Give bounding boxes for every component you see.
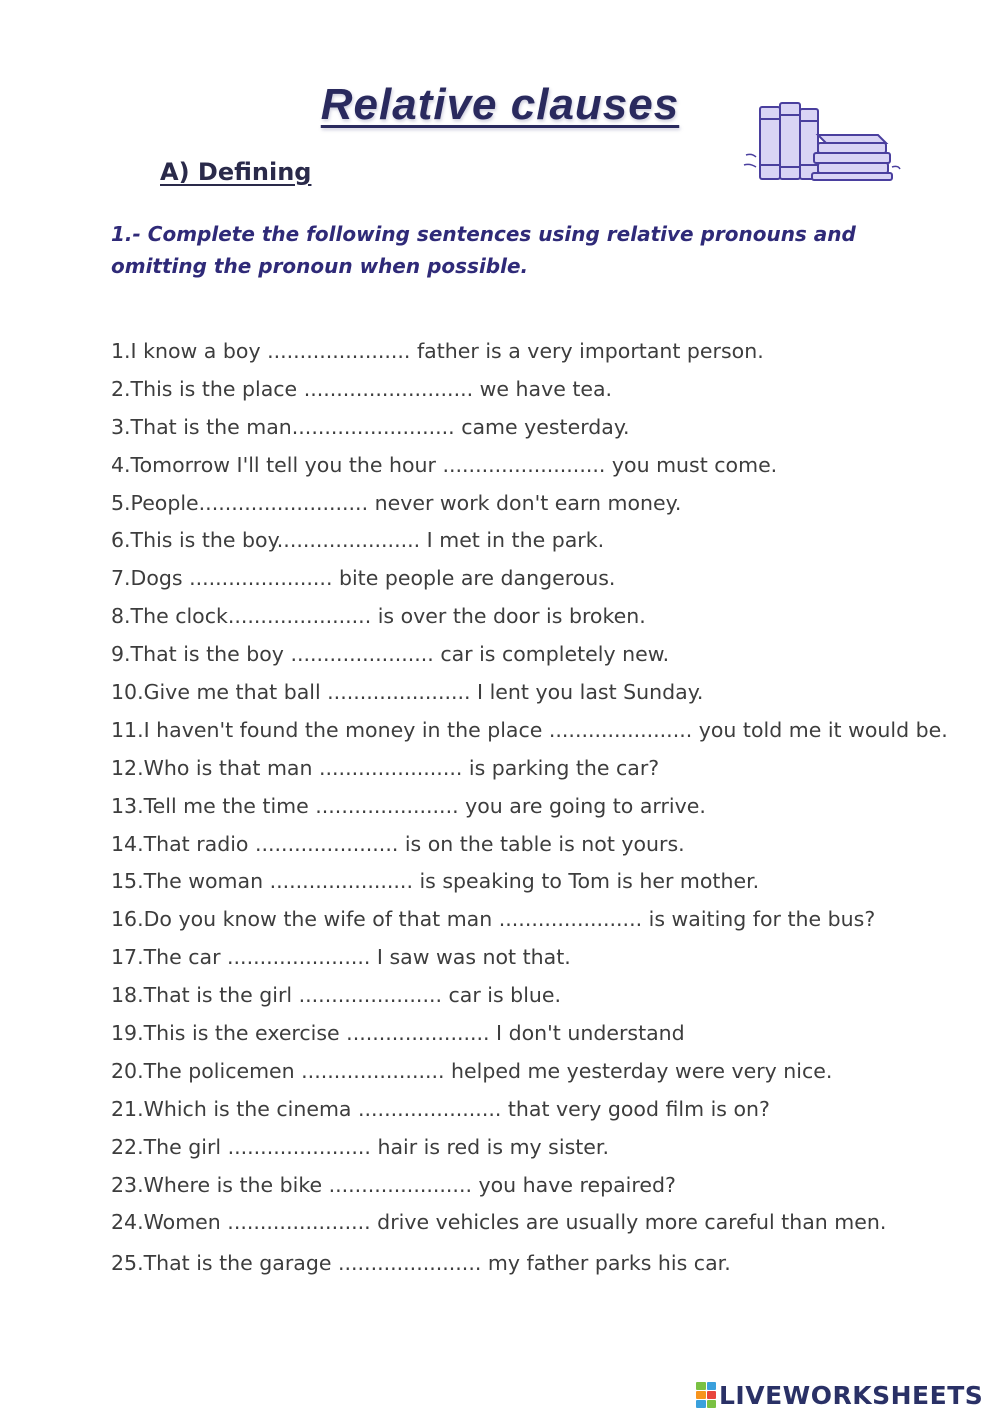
sentence-item: 1.I know a boy ...................... father is a very important person. [111,339,764,363]
liveworksheets-logo[interactable] [696,1378,983,1412]
sentence-item: 4.Tomorrow I'll tell you the hour ......................... you must come. [111,452,778,477]
sentence-item: 8.The clock...................... is over the door is broken. [111,604,646,629]
sentence-item: 15.The woman ...................... is speaking to Tom is her mother. [111,869,760,894]
sentence-item: 24.Women ...................... drive vehicles are usually more careful than men. [111,1210,887,1235]
sentence-item: 17.The car ...................... I saw was not that. [111,945,571,970]
sentence-item: 2.This is the place .......................... we have tea. [111,376,613,401]
sentence-item: 6.This is the boy...................... I met in the park. [111,528,605,553]
sentence-item: 5.People.......................... never work don't earn money. [111,490,682,515]
sentence-item: 22.The girl ...................... hair is red is my sister. [111,1134,609,1159]
exercise-instruction: 1.- Complete the following sentences using relative pronouns and omitting the pronoun when possible. [111,222,856,278]
liveworksheets-logo-icon [696,1382,716,1408]
sentence-item: 3.That is the man......................... came yesterday. [111,414,630,439]
sentence-item: 23.Where is the bike ...................... you have repaired? [111,1172,676,1197]
sentence-item: 9.That is the boy ...................... car is completely new. [111,642,670,667]
logo-text: LIVEWORKSHEETS [719,1380,984,1410]
sentence-item: 13.Tell me the time ...................... you are going to arrive. [111,793,706,818]
sentence-item: 16.Do you know the wife of that man ...................... is waiting for the bus? [111,907,876,932]
sentence-item: 21.Which is the cinema ...................... that very good film is on? [111,1096,770,1121]
sentence-item: 11.I haven't found the money in the place ...................... you told me it would be. [111,717,948,742]
worksheet-title: Relative clauses [320,80,680,129]
sentence-item: 25.That is the garage ...................... my father parks his car. [111,1251,731,1276]
section-heading: A) Defining [160,158,312,186]
sentence-item: 19.This is the exercise ...................... I don't understand [111,1021,685,1046]
sentence-list [111,336,991,1286]
sentence-item: 12.Who is that man ...................... is parking the car? [111,755,660,780]
sentence-item: 18.That is the girl ...................... car is blue. [111,983,562,1008]
sentence-item: 14.That radio ...................... is on the table is not yours. [111,831,685,856]
sentence-item: 20.The policemen ...................... helped me yesterday were very nice. [111,1058,833,1083]
books-illustration-icon [742,95,902,185]
sentence-item: 7.Dogs ...................... bite people are dangerous. [111,566,616,591]
sentence-item: 10.Give me that ball ...................... I lent you last Sunday. [111,680,704,705]
